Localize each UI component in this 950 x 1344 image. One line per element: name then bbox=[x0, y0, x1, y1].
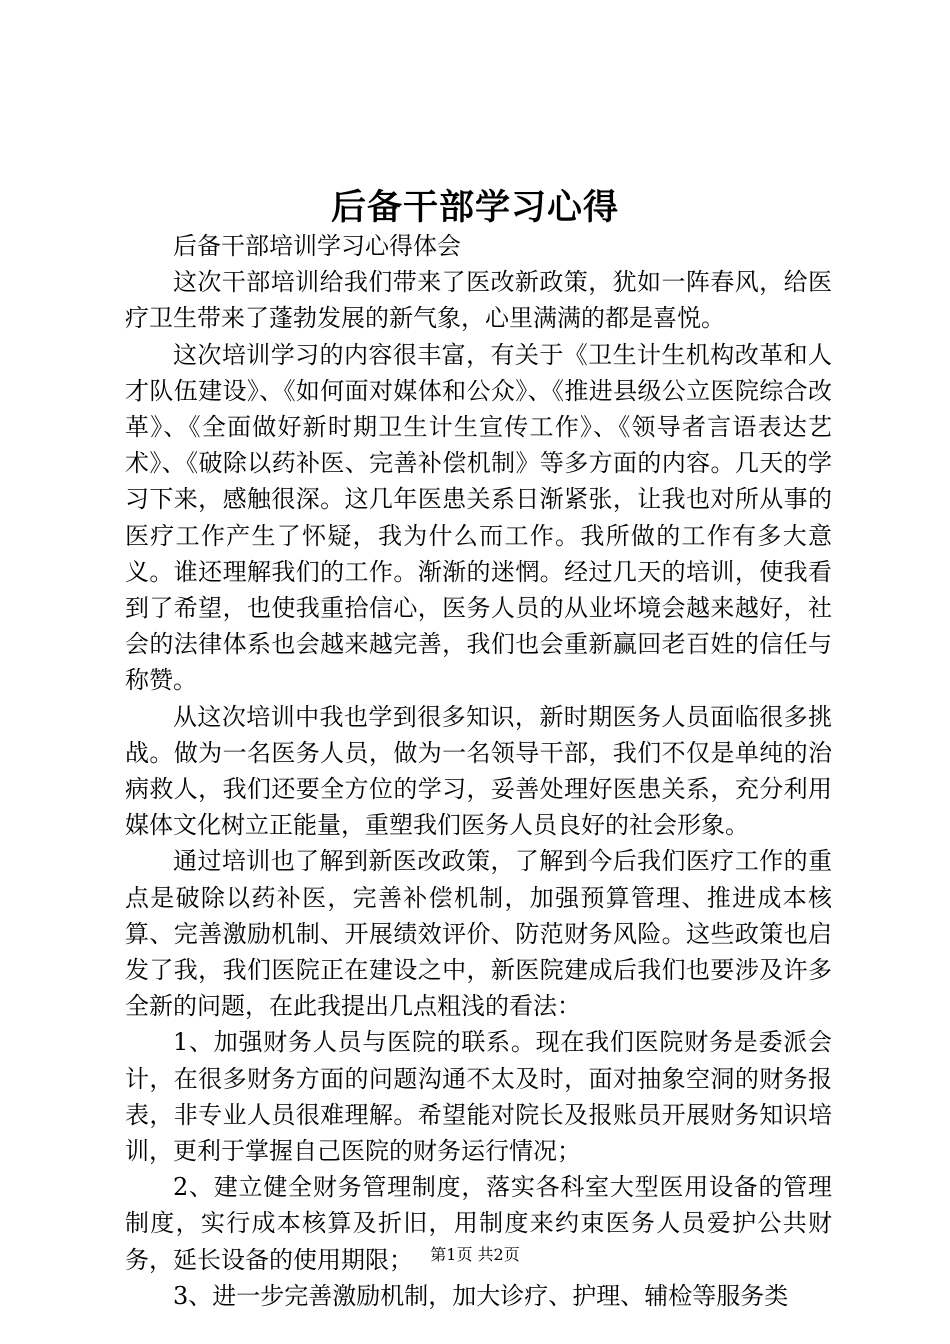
paragraph: 1、加强财务人员与医院的联系。现在我们医院财务是委派会计，在很多财务方面的问题沟通不太及时，面对抽象空洞的财务报表，非专业人员很难理解。希望能对院长及报账员开展财务知识培训，更利于掌握自己医院的财务运行情况； bbox=[125, 1028, 832, 1166]
page-number-footer: 第1页 共2页 bbox=[430, 1245, 520, 1264]
paragraph: 3、进一步完善激励机制，加大诊疗、护理、辅检等服务类 bbox=[173, 1281, 789, 1310]
paragraph-subtitle: 后备干部培训学习心得体会 bbox=[173, 232, 461, 260]
paragraph: 从这次培训中我也学到很多知识，新时期医务人员面临很多挑战。做为一名医务人员，做为一名领导干部，我们不仅是单纯的治病救人，我们还要全方位的学习，妥善处理好医患关系，充分利用媒体文化树立正能量，重塑我们医务人员良好的社会形象。 bbox=[125, 702, 832, 840]
paragraph: 这次培训学习的内容很丰富，有关于《卫生计生机构改革和人才队伍建设》、《如何面对媒体和公众》、《推进县级公立医院综合改革》、《全面做好新时期卫生计生宣传工作》、《领导者言语表达艺术》、《破除以药补医、完善补偿机制》等多方面的内容。几天的学习下来，感触很深。这几年医患关系日渐紧张，让我也对所从事的医疗工作产生了怀疑，我为什么而工作。我所做的工作有多大意义。谁还理解我们的工作。渐渐的迷惘。经过几天的培训，使我看到了希望，也使我重拾信心，医务人员的从业坏境会越来越好，社会的法律体系也会越来越完善，我们也会重新赢回老百姓的信任与称赞。 bbox=[125, 340, 832, 695]
paragraph: 2、建立健全财务管理制度，落实各科室大型医用设备的管理制度，实行成本核算及折旧，用制度来约束医务人员爱护公共财务，延长设备的使用期限； bbox=[125, 1173, 832, 1274]
document-body bbox=[125, 228, 832, 1314]
paragraph: 这次干部培训给我们带来了医改新政策，犹如一阵春风，给医疗卫生带来了蓬勃发展的新气象，心里满满的都是喜悦。 bbox=[125, 268, 832, 333]
document-title: 后备干部学习心得 bbox=[330, 187, 619, 228]
paragraph: 通过培训也了解到新医改政策，了解到今后我们医疗工作的重点是破除以药补医，完善补偿机制，加强预算管理、推进成本核算、完善激励机制、开展绩效评价、防范财务风险。这些政策也启发了我，我们医院正在建设之中，新医院建成后我们也要涉及许多全新的问题，在此我提出几点粗浅的看法： bbox=[125, 847, 832, 1021]
